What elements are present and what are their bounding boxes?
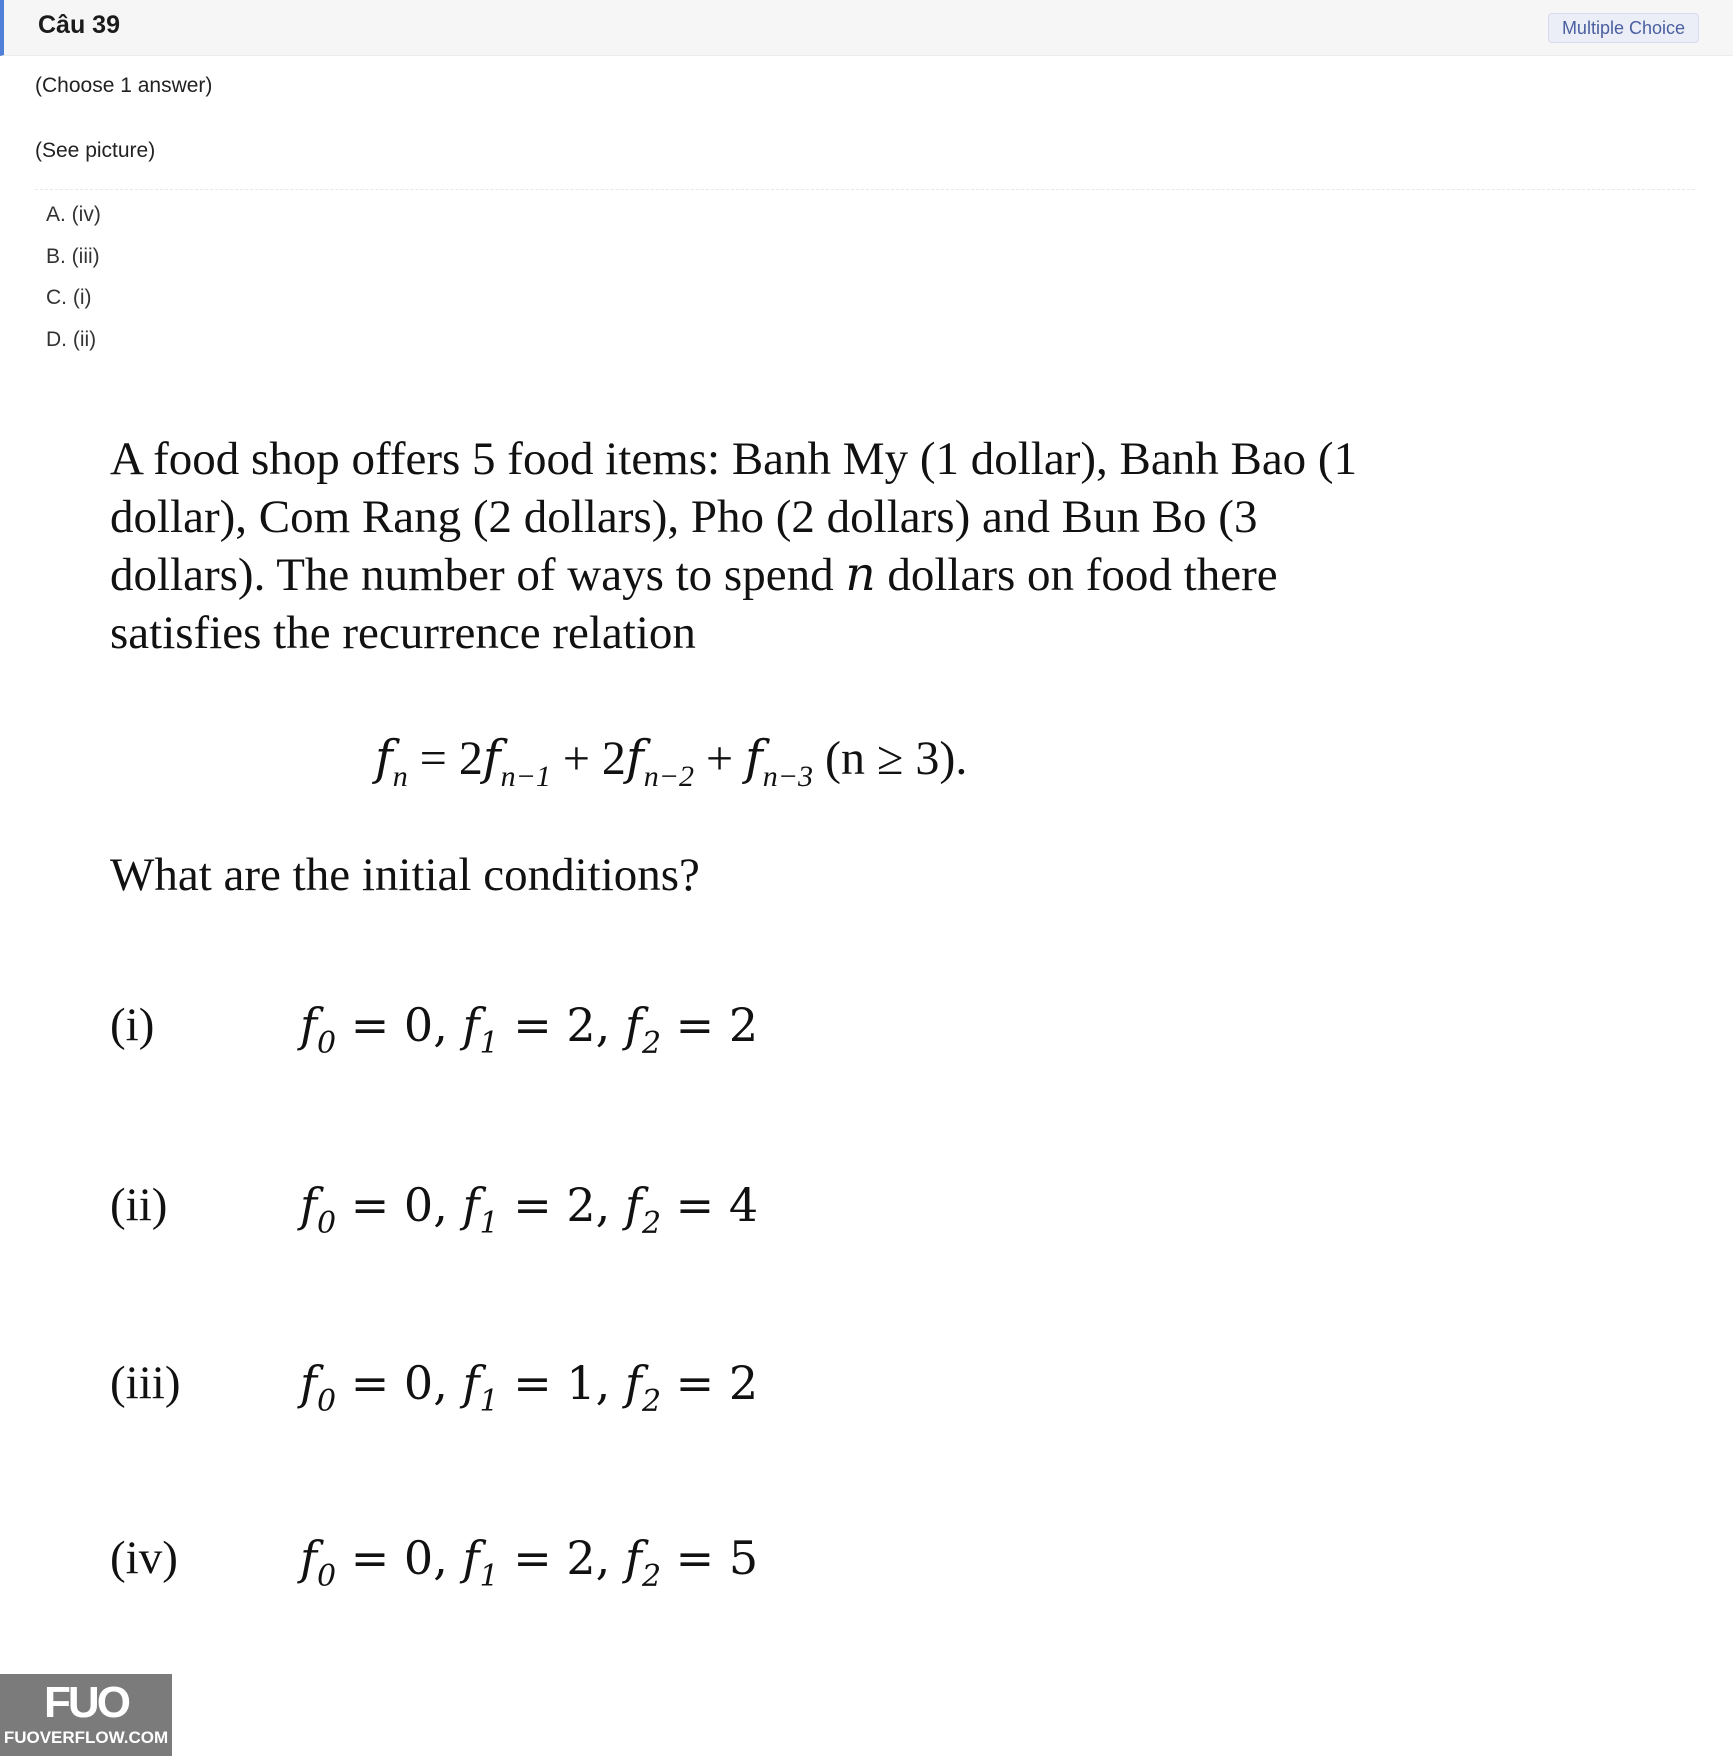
rec-f: f [745,730,763,786]
cond-f: f [300,1356,318,1410]
cond-f: f [624,1531,642,1585]
cond-eq: = [336,1531,404,1585]
rec-sub-n2: n−2 [643,760,694,793]
condition-expression [300,1356,759,1419]
rec-sub-n: n [392,760,408,793]
cond-comma: , [595,1531,625,1585]
cond-eq: = [498,998,567,1052]
cond-f1-value: 1 [566,1356,596,1410]
condition-expression [300,1531,759,1594]
question-picture [110,430,1490,1630]
cond-comma: , [433,1178,463,1232]
condition-label: (iii) [110,1357,181,1409]
cond-f: f [300,1178,318,1232]
cond-f2-value: 2 [728,998,759,1052]
rec-f: f [482,730,501,786]
cond-comma: , [433,1356,463,1410]
initial-conditions-question: What are the initial conditions? [110,849,700,901]
rec-condition: (n ≥ 3). [813,732,968,785]
problem-text-1: A food shop offers 5 food items: Banh My (1 dollar), Banh Bao (1 dollar), Com Rang (2 dollars), Pho (2 dollars) and Bun Bo (3 dollars). The number of ways to spend [110,433,1358,601]
cond-f: f [624,1178,642,1232]
rec-f: f [375,730,393,786]
cond-eq: = [336,1178,404,1232]
cond-f1-value: 2 [566,1531,596,1585]
option-c[interactable]: C. (i) [46,286,92,309]
recurrence-relation [375,730,968,793]
cond-f: f [624,998,642,1052]
question-type-badge: Multiple Choice [1548,13,1699,43]
cond-eq: = [661,1178,729,1232]
cond-sub-2: 2 [641,1026,662,1061]
problem-variable: n [845,547,876,602]
cond-sub-0: 0 [317,1206,337,1241]
question-header [0,0,1733,56]
option-a[interactable]: A. (iv) [46,203,101,226]
condition-label: (i) [110,999,155,1051]
option-b[interactable]: B. (iii) [46,244,100,268]
cond-sub-1: 1 [479,1206,499,1241]
cond-f1-value: 2 [566,998,596,1052]
cond-f2-value: 2 [728,1356,759,1410]
cond-f: f [462,1531,480,1585]
rec-plus-2: + 2 [550,732,626,785]
cond-sub-1: 1 [479,1559,499,1594]
cond-f2-value: 4 [728,1178,759,1232]
divider [35,189,1695,190]
cond-eq: = [336,1356,404,1410]
cond-f: f [300,998,318,1052]
cond-eq: = [661,1356,729,1410]
cond-eq: = [661,998,729,1052]
question-title: Câu 39 [38,11,120,39]
cond-comma: , [595,1178,625,1232]
answer-options [46,201,101,367]
problem-statement [110,430,1410,662]
cond-sub-1: 1 [479,1384,499,1419]
cond-f0-value: 0 [403,1178,434,1232]
watermark-logo: FUO [44,1678,128,1727]
cond-f0-value: 0 [403,1531,434,1585]
cond-eq: = [498,1356,567,1410]
see-picture-instruction: (See picture) [35,139,156,162]
cond-f: f [624,1356,642,1410]
rec-plus: + [693,732,746,785]
condition-label: (iv) [110,1532,178,1584]
condition-expression [300,1178,759,1241]
cond-eq: = [336,998,404,1052]
condition-label: (ii) [110,1179,168,1231]
cond-f1-value: 2 [566,1178,596,1232]
cond-sub-2: 2 [641,1559,662,1594]
cond-eq: = [661,1531,729,1585]
cond-comma: , [433,1531,463,1585]
cond-eq: = [498,1531,567,1585]
cond-f0-value: 0 [403,998,434,1052]
cond-f: f [462,1178,480,1232]
cond-comma: , [595,998,625,1052]
watermark-site: FUOVERFLOW.COM [3,1728,169,1747]
rec-eq-2: = 2 [407,732,483,785]
problem-text-2: dollars on food there satisfies the recurrence relation [110,549,1278,659]
condition-expression [300,998,759,1061]
cond-sub-2: 2 [641,1384,662,1419]
watermark [0,1674,172,1756]
cond-eq: = [498,1178,567,1232]
cond-sub-0: 0 [317,1026,337,1061]
cond-sub-2: 2 [641,1206,662,1241]
cond-f: f [462,1356,480,1410]
rec-f: f [625,730,644,786]
cond-f: f [462,998,480,1052]
choose-instruction: (Choose 1 answer) [35,74,213,97]
cond-sub-0: 0 [317,1559,337,1594]
cond-sub-0: 0 [317,1384,337,1419]
cond-comma: , [433,998,463,1052]
cond-f2-value: 5 [728,1531,759,1585]
cond-f: f [300,1531,318,1585]
rec-sub-n3: n−3 [762,760,814,793]
cond-f0-value: 0 [403,1356,434,1410]
option-d[interactable]: D. (ii) [46,327,97,351]
cond-comma: , [595,1356,625,1410]
cond-sub-1: 1 [479,1026,499,1061]
rec-sub-n1: n−1 [500,760,551,793]
